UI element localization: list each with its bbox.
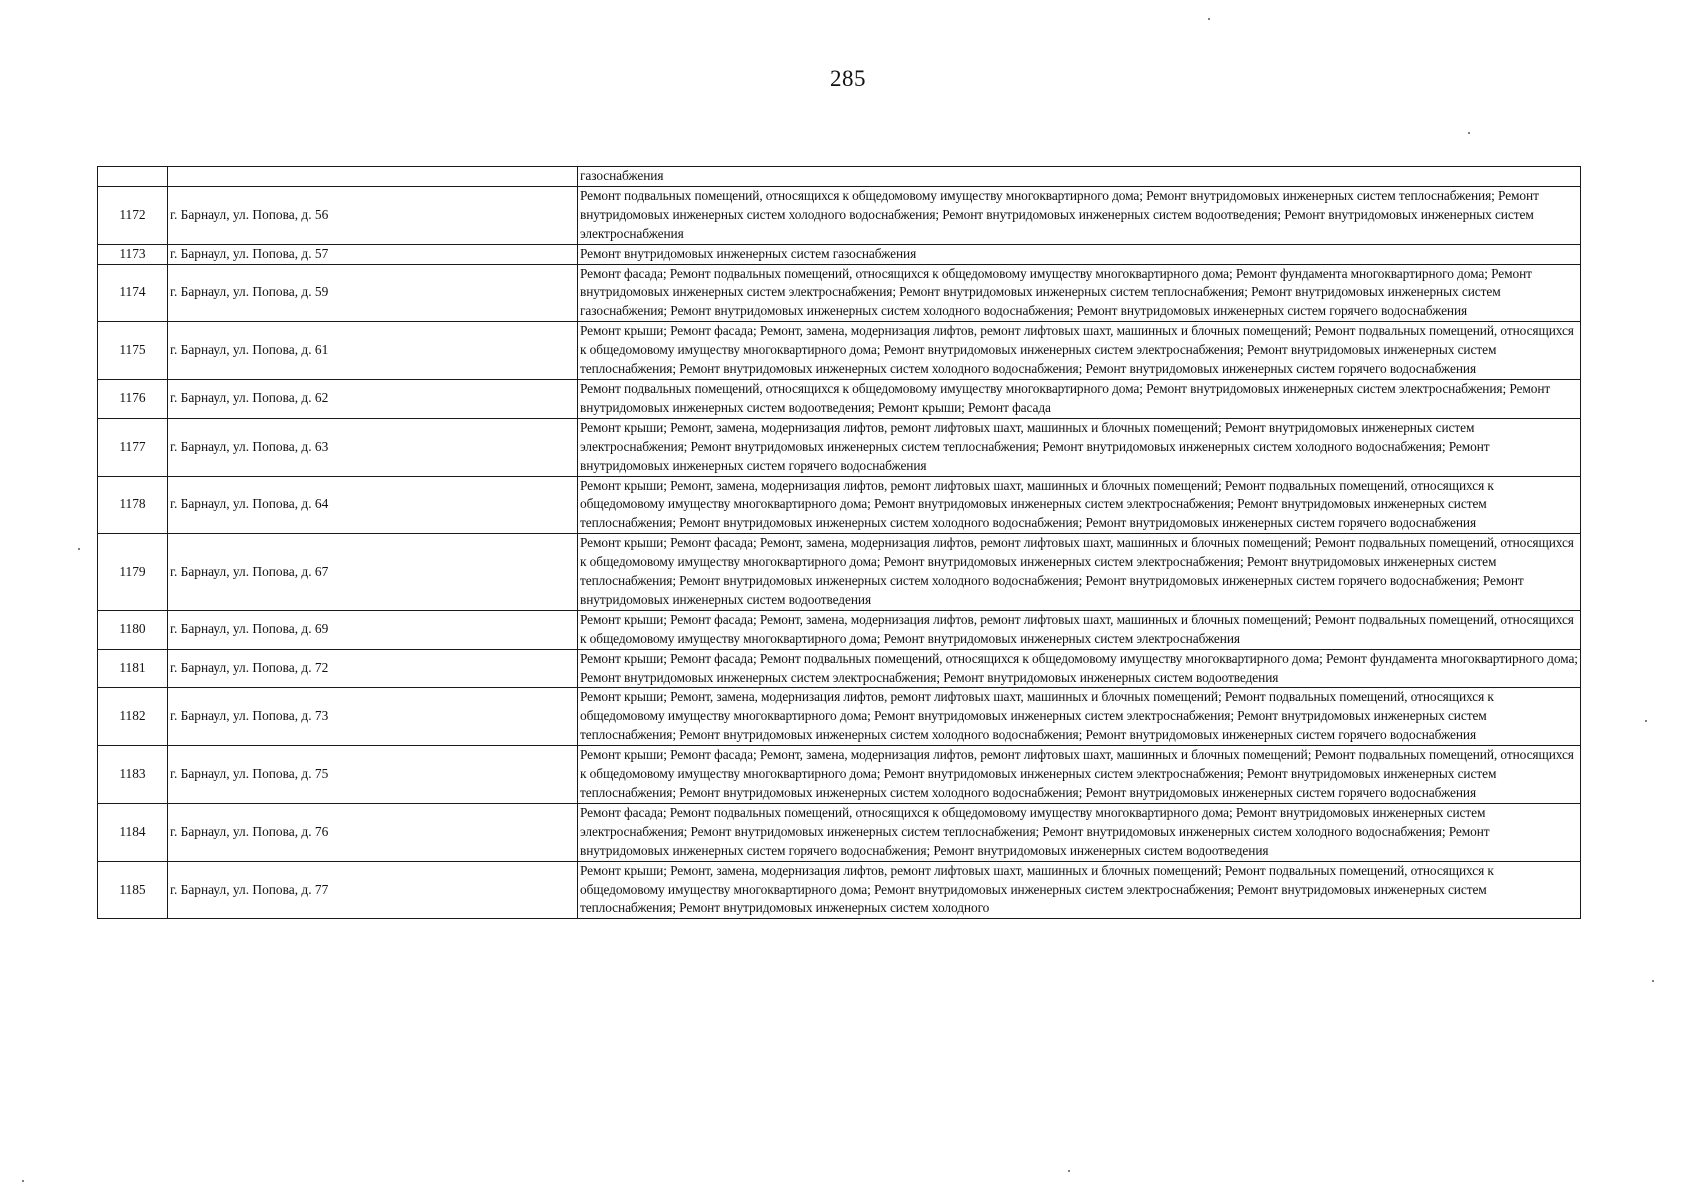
row-works: Ремонт крыши; Ремонт, замена, модернизация лифтов, ремонт лифтовых шахт, машинных и блочных помещений; Ремонт подвальных помещений, относящихся к общедомовому имуществу многоквартирного дома; Ремонт внутридомовых инженерных систем электроснабжения; Ремонт внутридомовых инженерных систем теплоснабжения; Ремонт внутридомовых инженерных систем холодного водоснабжения; Ремонт внутридомовых инженерных систем горячего водоснабжения	[578, 688, 1581, 746]
row-works: Ремонт крыши; Ремонт фасада; Ремонт подвальных помещений, относящихся к общедомовому имуществу многоквартирного дома; Ремонт фундамента многоквартирного дома; Ремонт внутридомовых инженерных систем электроснабжения; Ремонт внутридомовых инженерных систем водоотведения	[578, 649, 1581, 688]
row-address: г. Барнаул, ул. Попова, д. 64	[168, 476, 578, 534]
row-address: г. Барнаул, ул. Попова, д. 69	[168, 610, 578, 649]
row-number: 1181	[98, 649, 168, 688]
table-row	[98, 379, 1581, 418]
row-address: г. Барнаул, ул. Попова, д. 77	[168, 861, 578, 919]
row-address: г. Барнаул, ул. Попова, д. 63	[168, 418, 578, 476]
row-address: г. Барнаул, ул. Попова, д. 57	[168, 244, 578, 264]
table-row	[98, 746, 1581, 804]
row-works: Ремонт подвальных помещений, относящихся к общедомовому имуществу многоквартирного дома; Ремонт внутридомовых инженерных систем электроснабжения; Ремонт внутридомовых инженерных систем водоотведения; Ремонт крыши; Ремонт фасада	[578, 379, 1581, 418]
row-works: Ремонт крыши; Ремонт фасада; Ремонт, замена, модернизация лифтов, ремонт лифтовых шахт, машинных и блочных помещений; Ремонт подвальных помещений, относящихся к общедомовому имуществу многоквартирного дома; Ремонт внутридомовых инженерных систем электроснабжения; Ремонт внутридомовых инженерных систем теплоснабжения; Ремонт внутридомовых инженерных систем холодного водоснабжения; Ремонт внутридомовых инженерных систем горячего водоснабжения; Ремонт внутридомовых инженерных систем водоотведения	[578, 534, 1581, 611]
table-row	[98, 476, 1581, 534]
table-row	[98, 418, 1581, 476]
table-row	[98, 186, 1581, 244]
page-number: 285	[830, 66, 866, 91]
row-address: г. Барнаул, ул. Попова, д. 73	[168, 688, 578, 746]
table-row	[98, 688, 1581, 746]
row-number: 1183	[98, 746, 168, 804]
table-row	[98, 322, 1581, 380]
row-number: 1172	[98, 186, 168, 244]
row-address: г. Барнаул, ул. Попова, д. 76	[168, 803, 578, 861]
row-works: Ремонт крыши; Ремонт фасада; Ремонт, замена, модернизация лифтов, ремонт лифтовых шахт, машинных и блочных помещений; Ремонт подвальных помещений, относящихся к общедомовому имуществу многоквартирного дома; Ремонт внутридомовых инженерных систем электроснабжения; Ремонт внутридомовых инженерных систем теплоснабжения; Ремонт внутридомовых инженерных систем холодного водоснабжения; Ремонт внутридомовых инженерных систем горячего водоснабжения	[578, 322, 1581, 380]
row-number: 1178	[98, 476, 168, 534]
table-row	[98, 649, 1581, 688]
row-number: 1174	[98, 264, 168, 322]
table-row	[98, 167, 1581, 187]
table-row	[98, 534, 1581, 611]
row-number: 1179	[98, 534, 168, 611]
row-number: 1182	[98, 688, 168, 746]
row-number: 1176	[98, 379, 168, 418]
table-row	[98, 244, 1581, 264]
row-works: Ремонт фасада; Ремонт подвальных помещений, относящихся к общедомовому имуществу многоквартирного дома; Ремонт внутридомовых инженерных систем электроснабжения; Ремонт внутридомовых инженерных систем теплоснабжения; Ремонт внутридомовых инженерных систем холодного водоснабжения; Ремонт внутридомовых инженерных систем горячего водоснабжения; Ремонт внутридомовых инженерных систем водоотведения	[578, 803, 1581, 861]
row-works: Ремонт крыши; Ремонт фасада; Ремонт, замена, модернизация лифтов, ремонт лифтовых шахт, машинных и блочных помещений; Ремонт подвальных помещений, относящихся к общедомовому имуществу многоквартирного дома; Ремонт внутридомовых инженерных систем электроснабжения	[578, 610, 1581, 649]
row-address: г. Барнаул, ул. Попова, д. 59	[168, 264, 578, 322]
row-works: Ремонт крыши; Ремонт фасада; Ремонт, замена, модернизация лифтов, ремонт лифтовых шахт, машинных и блочных помещений; Ремонт подвальных помещений, относящихся к общедомовому имуществу многоквартирного дома; Ремонт внутридомовых инженерных систем электроснабжения; Ремонт внутридомовых инженерных систем теплоснабжения; Ремонт внутридомовых инженерных систем холодного водоснабжения; Ремонт внутридомовых инженерных систем горячего водоснабжения	[578, 746, 1581, 804]
row-number	[98, 167, 168, 187]
row-address: г. Барнаул, ул. Попова, д. 72	[168, 649, 578, 688]
row-number: 1185	[98, 861, 168, 919]
row-works: газоснабжения	[578, 167, 1581, 187]
scan-speck	[1645, 720, 1647, 722]
row-address: г. Барнаул, ул. Попова, д. 61	[168, 322, 578, 380]
row-works: Ремонт крыши; Ремонт, замена, модернизация лифтов, ремонт лифтовых шахт, машинных и блочных помещений; Ремонт подвальных помещений, относящихся к общедомовому имуществу многоквартирного дома; Ремонт внутридомовых инженерных систем электроснабжения; Ремонт внутридомовых инженерных систем теплоснабжения; Ремонт внутридомовых инженерных систем холодного водоснабжения; Ремонт внутридомовых инженерных систем горячего водоснабжения	[578, 476, 1581, 534]
scan-speck	[78, 548, 80, 550]
scan-speck	[1208, 18, 1210, 20]
table-row	[98, 610, 1581, 649]
row-works: Ремонт крыши; Ремонт, замена, модернизация лифтов, ремонт лифтовых шахт, машинных и блочных помещений; Ремонт подвальных помещений, относящихся к общедомовому имуществу многоквартирного дома; Ремонт внутридомовых инженерных систем электроснабжения; Ремонт внутридомовых инженерных систем теплоснабжения; Ремонт внутридомовых инженерных систем холодного	[578, 861, 1581, 919]
row-address: г. Барнаул, ул. Попова, д. 75	[168, 746, 578, 804]
row-address: г. Барнаул, ул. Попова, д. 56	[168, 186, 578, 244]
row-number: 1173	[98, 244, 168, 264]
row-number: 1177	[98, 418, 168, 476]
table-row	[98, 264, 1581, 322]
row-address: г. Барнаул, ул. Попова, д. 67	[168, 534, 578, 611]
table-row	[98, 803, 1581, 861]
row-number: 1180	[98, 610, 168, 649]
scan-speck	[1652, 980, 1654, 982]
row-address: г. Барнаул, ул. Попова, д. 62	[168, 379, 578, 418]
scan-speck	[1068, 1170, 1070, 1172]
scan-speck	[22, 1180, 24, 1182]
scan-speck	[1468, 132, 1470, 134]
row-number: 1184	[98, 803, 168, 861]
row-works: Ремонт крыши; Ремонт, замена, модернизация лифтов, ремонт лифтовых шахт, машинных и блочных помещений; Ремонт внутридомовых инженерных систем электроснабжения; Ремонт внутридомовых инженерных систем теплоснабжения; Ремонт внутридомовых инженерных систем холодного водоснабжения; Ремонт внутридомовых инженерных систем горячего водоснабжения	[578, 418, 1581, 476]
row-works: Ремонт внутридомовых инженерных систем газоснабжения	[578, 244, 1581, 264]
row-address	[168, 167, 578, 187]
row-works: Ремонт фасада; Ремонт подвальных помещений, относящихся к общедомовому имуществу многоквартирного дома; Ремонт фундамента многоквартирного дома; Ремонт внутридомовых инженерных систем электроснабжения; Ремонт внутридомовых инженерных систем теплоснабжения; Ремонт внутридомовых инженерных систем газоснабжения; Ремонт внутридомовых инженерных систем холодного водоснабжения; Ремонт внутридомовых инженерных систем горячего водоснабжения	[578, 264, 1581, 322]
repair-registry-table	[97, 166, 1581, 919]
table-row	[98, 861, 1581, 919]
row-number: 1175	[98, 322, 168, 380]
row-works: Ремонт подвальных помещений, относящихся к общедомовому имуществу многоквартирного дома; Ремонт внутридомовых инженерных систем теплоснабжения; Ремонт внутридомовых инженерных систем холодного водоснабжения; Ремонт внутридомовых инженерных систем водоотведения; Ремонт внутридомовых инженерных систем электроснабжения	[578, 186, 1581, 244]
